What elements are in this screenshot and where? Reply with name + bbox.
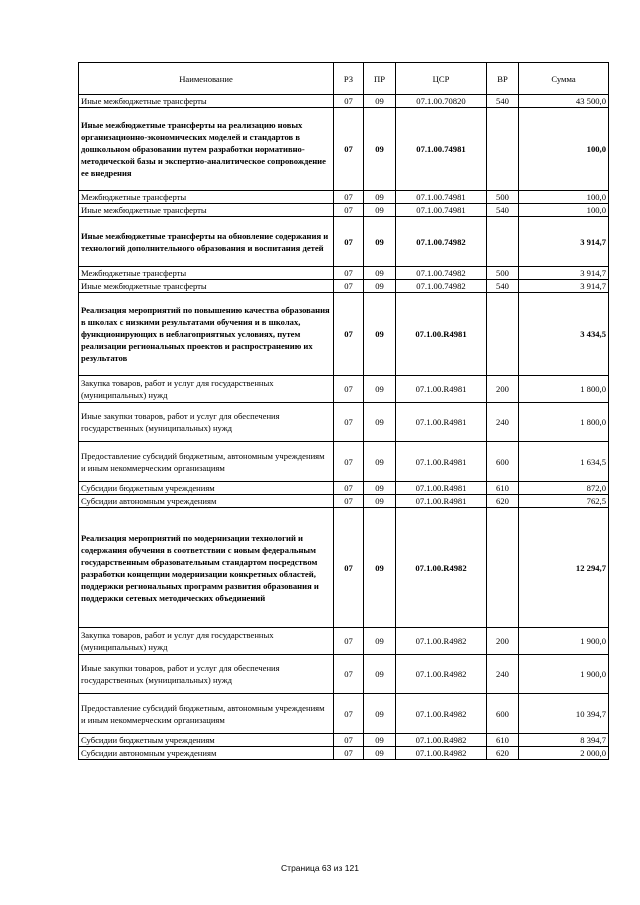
cell-csr: 07.1.00.74981 xyxy=(396,191,487,204)
cell-rz: 07 xyxy=(334,508,364,628)
cell-name: Межбюджетные трансферты xyxy=(79,267,334,280)
table-row xyxy=(79,508,609,628)
cell-vr: 610 xyxy=(487,482,519,495)
cell-name: Иные межбюджетные трансферты xyxy=(79,280,334,293)
cell-name: Иные межбюджетные трансферты xyxy=(79,204,334,217)
cell-vr: 200 xyxy=(487,628,519,655)
cell-rz: 07 xyxy=(334,442,364,482)
cell-csr: 07.1.00.74982 xyxy=(396,217,487,267)
table-row xyxy=(79,108,609,191)
cell-csr: 07.1.00.74982 xyxy=(396,267,487,280)
cell-pr: 09 xyxy=(364,95,396,108)
cell-vr: 200 xyxy=(487,376,519,403)
cell-rz: 07 xyxy=(334,376,364,403)
cell-csr: 07.1.00.R4981 xyxy=(396,442,487,482)
cell-rz: 07 xyxy=(334,628,364,655)
cell-csr: 07.1.00.R4982 xyxy=(396,694,487,734)
table-row xyxy=(79,204,609,217)
table-row xyxy=(79,482,609,495)
cell-rz: 07 xyxy=(334,694,364,734)
table-row xyxy=(79,495,609,508)
cell-pr: 09 xyxy=(364,191,396,204)
cell-pr: 09 xyxy=(364,508,396,628)
cell-sum: 2 000,0 xyxy=(519,747,609,760)
cell-rz: 07 xyxy=(334,747,364,760)
cell-sum: 1 634,5 xyxy=(519,442,609,482)
cell-vr: 240 xyxy=(487,403,519,442)
cell-pr: 09 xyxy=(364,204,396,217)
cell-name: Закупка товаров, работ и услуг для государственных (муниципальных) нужд xyxy=(79,376,334,403)
cell-rz: 07 xyxy=(334,217,364,267)
cell-sum: 10 394,7 xyxy=(519,694,609,734)
cell-pr: 09 xyxy=(364,655,396,694)
cell-sum: 43 500,0 xyxy=(519,95,609,108)
cell-vr: 540 xyxy=(487,280,519,293)
cell-sum: 3 914,7 xyxy=(519,280,609,293)
cell-csr: 07.1.00.R4981 xyxy=(396,482,487,495)
cell-csr: 07.1.00.R4981 xyxy=(396,403,487,442)
cell-csr: 07.1.00.R4981 xyxy=(396,293,487,376)
cell-vr xyxy=(487,108,519,191)
cell-rz: 07 xyxy=(334,108,364,191)
cell-sum: 3 914,7 xyxy=(519,267,609,280)
cell-csr: 07.1.00.R4981 xyxy=(396,495,487,508)
cell-rz: 07 xyxy=(334,191,364,204)
cell-rz: 07 xyxy=(334,655,364,694)
cell-name: Иные межбюджетные трансферты на реализацию новых организационно-экономических моделей и стандартов в дошкольном образовании путем разработки нормативно-методической базы и экспертно-аналитическое сопровождение ее внедрения xyxy=(79,108,334,191)
cell-vr: 610 xyxy=(487,734,519,747)
header-vr: ВР xyxy=(487,63,519,95)
cell-name: Иные закупки товаров, работ и услуг для обеспечения государственных (муниципальных) нужд xyxy=(79,403,334,442)
cell-vr: 620 xyxy=(487,495,519,508)
cell-pr: 09 xyxy=(364,403,396,442)
page-number: Страница 63 из 121 xyxy=(281,863,359,873)
cell-sum: 1 800,0 xyxy=(519,403,609,442)
table-row xyxy=(79,442,609,482)
table-header-row xyxy=(79,63,609,95)
header-csr: ЦСР xyxy=(396,63,487,95)
cell-csr: 07.1.00.70820 xyxy=(396,95,487,108)
cell-rz: 07 xyxy=(334,267,364,280)
cell-sum: 872,0 xyxy=(519,482,609,495)
cell-csr: 07.1.00.R4982 xyxy=(396,747,487,760)
cell-pr: 09 xyxy=(364,628,396,655)
table-row xyxy=(79,267,609,280)
cell-name: Иные межбюджетные трансферты на обновление содержания и технологий дополнительного образования и воспитания детей xyxy=(79,217,334,267)
cell-rz: 07 xyxy=(334,482,364,495)
cell-name: Предоставление субсидий бюджетным, автономным учреждениям и иным некоммерческим организациям xyxy=(79,442,334,482)
cell-vr: 600 xyxy=(487,442,519,482)
cell-name: Реализация мероприятий по повышению качества образования в школах с низкими результатами обучения и в школах, функционирующих в неблагоприятных условиях, путем реализации региональных проектов и распространению их результатов xyxy=(79,293,334,376)
cell-pr: 09 xyxy=(364,293,396,376)
cell-sum: 100,0 xyxy=(519,204,609,217)
cell-sum: 3 434,5 xyxy=(519,293,609,376)
cell-name: Межбюджетные трансферты xyxy=(79,191,334,204)
cell-csr: 07.1.00.R4982 xyxy=(396,655,487,694)
cell-vr xyxy=(487,293,519,376)
cell-vr: 500 xyxy=(487,267,519,280)
cell-pr: 09 xyxy=(364,694,396,734)
cell-sum: 8 394,7 xyxy=(519,734,609,747)
cell-name: Субсидии автономным учреждениям xyxy=(79,495,334,508)
cell-name: Иные закупки товаров, работ и услуг для обеспечения государственных (муниципальных) нужд xyxy=(79,655,334,694)
cell-name: Субсидии бюджетным учреждениям xyxy=(79,734,334,747)
cell-sum: 1 900,0 xyxy=(519,628,609,655)
table-row xyxy=(79,655,609,694)
cell-pr: 09 xyxy=(364,217,396,267)
table-row xyxy=(79,747,609,760)
cell-name: Реализация мероприятий по модернизации технологий и содержания обучения в соответствии с новым федеральным государственным образовательным стандартом посредством разработки концепции модернизации конкретных областей, поддержки региональных программ развития образования и поддержки сетевых методических объединений xyxy=(79,508,334,628)
table-row xyxy=(79,280,609,293)
cell-name: Субсидии бюджетным учреждениям xyxy=(79,482,334,495)
cell-rz: 07 xyxy=(334,403,364,442)
cell-rz: 07 xyxy=(334,293,364,376)
cell-sum: 1 900,0 xyxy=(519,655,609,694)
cell-sum: 1 800,0 xyxy=(519,376,609,403)
header-name: Наименование xyxy=(79,63,334,95)
table-row xyxy=(79,293,609,376)
cell-csr: 07.1.00.R4982 xyxy=(396,734,487,747)
cell-pr: 09 xyxy=(364,734,396,747)
cell-csr: 07.1.00.R4981 xyxy=(396,376,487,403)
table-row xyxy=(79,376,609,403)
cell-vr: 240 xyxy=(487,655,519,694)
cell-sum: 12 294,7 xyxy=(519,508,609,628)
cell-pr: 09 xyxy=(364,376,396,403)
cell-csr: 07.1.00.74981 xyxy=(396,204,487,217)
cell-name: Субсидии автономным учреждениям xyxy=(79,747,334,760)
cell-sum: 100,0 xyxy=(519,191,609,204)
table-row xyxy=(79,694,609,734)
cell-pr: 09 xyxy=(364,442,396,482)
cell-sum: 762,5 xyxy=(519,495,609,508)
table-row xyxy=(79,191,609,204)
header-rz: РЗ xyxy=(334,63,364,95)
cell-name: Предоставление субсидий бюджетным, автономным учреждениям и иным некоммерческим организациям xyxy=(79,694,334,734)
cell-csr: 07.1.00.R4982 xyxy=(396,628,487,655)
table-body xyxy=(79,95,609,760)
cell-vr: 600 xyxy=(487,694,519,734)
table-row xyxy=(79,403,609,442)
cell-sum: 100,0 xyxy=(519,108,609,191)
cell-name: Закупка товаров, работ и услуг для государственных (муниципальных) нужд xyxy=(79,628,334,655)
table-row xyxy=(79,734,609,747)
table-row xyxy=(79,95,609,108)
cell-vr: 540 xyxy=(487,204,519,217)
cell-rz: 07 xyxy=(334,495,364,508)
cell-csr: 07.1.00.74982 xyxy=(396,280,487,293)
cell-pr: 09 xyxy=(364,280,396,293)
header-sum: Сумма xyxy=(519,63,609,95)
cell-csr: 07.1.00.R4982 xyxy=(396,508,487,628)
table-row xyxy=(79,217,609,267)
cell-pr: 09 xyxy=(364,747,396,760)
table-row xyxy=(79,628,609,655)
cell-vr xyxy=(487,217,519,267)
cell-rz: 07 xyxy=(334,280,364,293)
header-pr: ПР xyxy=(364,63,396,95)
cell-pr: 09 xyxy=(364,495,396,508)
budget-table xyxy=(78,62,609,760)
cell-name: Иные межбюджетные трансферты xyxy=(79,95,334,108)
cell-vr xyxy=(487,508,519,628)
cell-pr: 09 xyxy=(364,267,396,280)
cell-sum: 3 914,7 xyxy=(519,217,609,267)
cell-vr: 540 xyxy=(487,95,519,108)
cell-pr: 09 xyxy=(364,108,396,191)
cell-rz: 07 xyxy=(334,734,364,747)
cell-rz: 07 xyxy=(334,204,364,217)
cell-pr: 09 xyxy=(364,482,396,495)
cell-vr: 620 xyxy=(487,747,519,760)
cell-vr: 500 xyxy=(487,191,519,204)
cell-csr: 07.1.00.74981 xyxy=(396,108,487,191)
cell-rz: 07 xyxy=(334,95,364,108)
